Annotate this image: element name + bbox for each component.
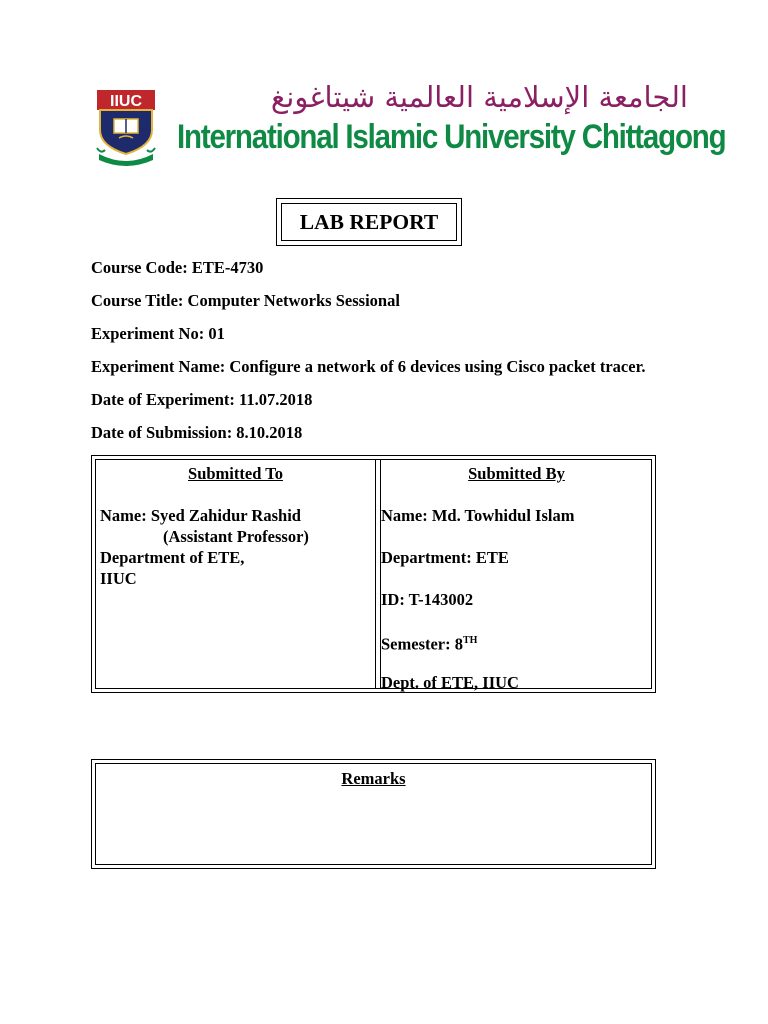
- experiment-name: Experiment Name: Configure a network of 6 devices using Cisco packet tracer.: [91, 357, 646, 376]
- university-logo: [95, 88, 157, 166]
- supervisor-name: Name: Syed Zahidur Rashid: [100, 506, 301, 525]
- course-title: Course Title: Computer Networks Sessional: [91, 291, 400, 310]
- submitted-by-heading: Submitted By: [468, 464, 565, 483]
- supervisor-designation: (Assistant Professor): [163, 527, 309, 546]
- date-of-experiment: Date of Experiment: 11.07.2018: [91, 390, 313, 409]
- supervisor-department: Department of ETE,: [100, 548, 245, 567]
- arabic-university-name: الجامعة الإسلامية العالمية شيتاغونغ: [270, 80, 688, 114]
- date-of-submission: Date of Submission: 8.10.2018: [91, 423, 303, 442]
- submission-table-inner: [95, 459, 652, 692]
- logo-text: IIUC: [110, 93, 142, 110]
- remarks-box: [91, 759, 656, 869]
- student-semester-value: Semester: 8: [381, 634, 464, 654]
- university-crest-icon: [95, 88, 157, 166]
- supervisor-institution: IIUC: [100, 569, 137, 588]
- student-name: Name: Md. Towhidul Islam: [381, 506, 575, 525]
- course-code: Course Code: ETE-4730: [91, 258, 264, 277]
- remarks-label: Remarks: [341, 769, 406, 788]
- submitted-to-heading: Submitted To: [188, 464, 283, 483]
- page-title: LAB REPORT: [281, 203, 457, 241]
- lab-report-title-box: [276, 198, 462, 246]
- experiment-no: Experiment No: 01: [91, 324, 225, 343]
- semester-superscript: TH: [463, 635, 478, 646]
- student-department: Department: ETE: [381, 548, 509, 567]
- student-dept: Dept. of ETE, IIUC: [381, 673, 519, 692]
- university-name: International Islamic University Chittagong: [177, 118, 726, 156]
- student-semester: [381, 630, 477, 655]
- remarks-box-inner: [95, 763, 652, 865]
- student-id: ID: T-143002: [381, 590, 474, 609]
- submission-table: [91, 455, 656, 693]
